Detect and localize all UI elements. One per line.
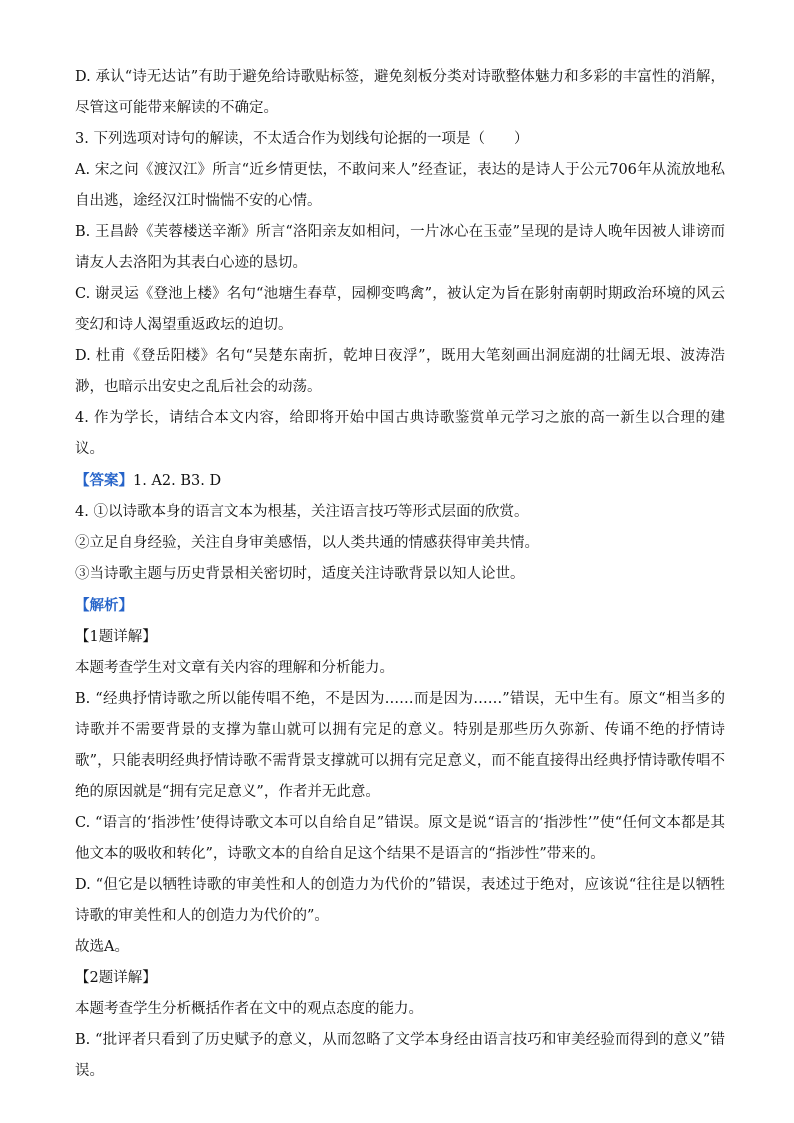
question-4: 4. 作为学长，请结合本文内容，给即将开始中国古典诗歌鉴赏单元学习之旅的高一新生以合理的建议。 [75, 410, 725, 457]
detail-2-intro: 本题考查学生分析概括作者在文中的观点态度的能力。 [75, 1001, 423, 1017]
detail-1-conclusion: 故选A。 [75, 939, 129, 955]
detail-1-heading: 【1题详解】 [75, 629, 157, 645]
detail-1-intro: 本题考查学生对文章有关内容的理解和分析能力。 [75, 660, 394, 676]
detail-1-c: C. “语言的‘指涉性’使得诗歌文本可以自给自足”错误。原文是说“语言的‘指涉性’”使“任何文本都是其他文本的吸收和转化”，诗歌文本的自给自足这个结果不是语言的“指涉性”带来的。 [75, 815, 725, 862]
answer-heading: 【答案】 [75, 472, 133, 489]
analysis-line [75, 590, 725, 622]
detail-2-b: B. “批评者只看到了历史赋予的意义，从而忽略了文学本身经由语言技巧和审美经验而得到的意义”错误。 [75, 1032, 725, 1079]
question-3-option-d: D. 杜甫《登岳阳楼》名句“吴楚东南折，乾坤日夜浮”，既用大笔刻画出洞庭湖的壮阔无垠、波涛浩渺，也暗示出安史之乱后社会的动荡。 [75, 348, 725, 395]
analysis-heading: 【解析】 [75, 597, 133, 614]
detail-1-b: B. “经典抒情诗歌之所以能传唱不绝，不是因为……而是因为……”错误，无中生有。原文“相当多的诗歌并不需要背景的支撑为靠山就可以拥有完足的意义。特别是那些历久弥新、传诵不绝的抒情诗歌”，只能表明经典抒情诗歌不需背景支撑就可以拥有完足意义，而不能直接得出经典抒情诗歌传唱不绝的原因就是“拥有完足意义”，作者并无此意。 [75, 691, 725, 800]
document-body [75, 62, 725, 1087]
question-3: 3. 下列选项对诗句的解读，不太适合作为划线句论据的一项是（ ） [75, 131, 529, 147]
answer-text: 1. A2. B3. D [133, 473, 222, 489]
question-3-option-a: A. 宋之问《渡汉江》所言“近乡情更怯，不敢问来人”经查证，表达的是诗人于公元706年从流放地私自出逃，途经汉江时惴惴不安的心情。 [75, 162, 725, 209]
answer-4-line-3: ③当诗歌主题与历史背景相关密切时，适度关注诗歌背景以知人论世。 [75, 566, 525, 582]
question-3-option-c: C. 谢灵运《登池上楼》名句“池塘生春草，园柳变鸣禽”，被认定为旨在影射南朝时期政治环境的风云变幻和诗人渴望重返政坛的迫切。 [75, 286, 725, 333]
answer-4-line-1: 4. ①以诗歌本身的语言文本为根基，关注语言技巧等形式层面的欣赏。 [75, 504, 529, 520]
paragraph-option-d: D. 承认“诗无达诂”有助于避免给诗歌贴标签，避免刻板分类对诗歌整体魅力和多彩的丰富性的消解，尽管这可能带来解读的不确定。 [75, 69, 725, 116]
answer-4-line-2: ②立足自身经验，关注自身审美感悟，以人类共通的情感获得审美共情。 [75, 535, 539, 551]
detail-2-heading: 【2题详解】 [75, 970, 157, 986]
question-3-option-b: B. 王昌龄《芙蓉楼送辛渐》所言“洛阳亲友如相问，一片冰心在玉壶”呈现的是诗人晚年因被人诽谤而请友人去洛阳为其表白心迹的恳切。 [75, 224, 725, 271]
answer-line [75, 465, 725, 497]
detail-1-d: D. “但它是以牺牲诗歌的审美性和人的创造力为代价的”错误，表述过于绝对，应该说“往往是以牺牲诗歌的审美性和人的创造力为代价的”。 [75, 877, 725, 924]
